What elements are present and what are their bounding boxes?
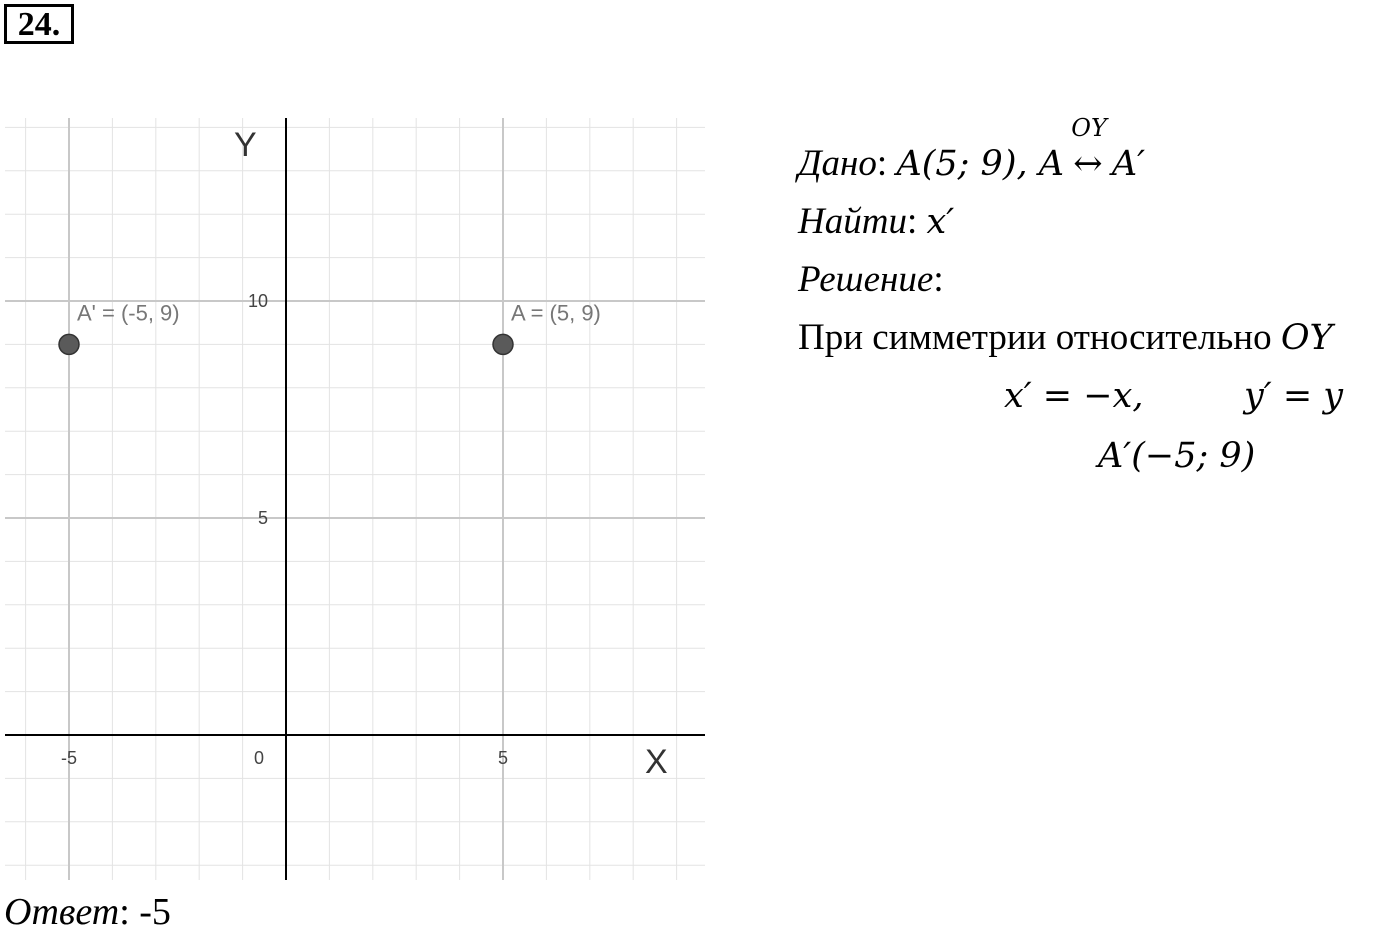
formula-y: y′ = y <box>1244 376 1344 416</box>
given-text: A(5; 9), A <box>896 144 1065 184</box>
answer-line: Ответ: -5 <box>4 891 171 933</box>
arrow-axis-label: OY <box>1071 114 1107 142</box>
minor-grid <box>5 118 705 880</box>
y-tick-label: 5 <box>257 508 268 528</box>
point-marker <box>493 334 513 354</box>
given-target: A′ <box>1111 144 1146 184</box>
rule-line <box>798 316 1333 359</box>
point-label: A = (5, 9) <box>511 300 601 326</box>
point-marker <box>59 334 79 354</box>
rule-axis: OY <box>1280 318 1333 358</box>
x-tick-label: -5 <box>60 748 78 768</box>
major-grid <box>5 118 705 880</box>
result-point: A′(−5; 9) <box>1098 436 1256 476</box>
find-value: x′ <box>926 202 955 242</box>
x-axis-label: X <box>645 743 668 781</box>
x-tick-label: 5 <box>497 748 509 768</box>
y-tick-label: 10 <box>247 291 268 311</box>
find-line: Найти: x′ <box>798 201 955 242</box>
rule-text: При симметрии относительно <box>798 317 1272 358</box>
task-number: 24. <box>4 4 74 44</box>
y-axis-label: Y <box>234 126 257 164</box>
solution-heading: Решение: <box>798 259 944 300</box>
tick-labels <box>61 291 508 768</box>
coordinate-plane <box>0 110 710 885</box>
origin-label: 0 <box>254 748 265 768</box>
find-label: Найти <box>798 201 907 242</box>
given-line: Дано: A(5; 9), A OY ↔ A′ <box>798 114 1146 184</box>
answer-value: -5 <box>139 891 171 933</box>
given-label: Дано <box>798 143 877 184</box>
formula-x: x′ = −x, <box>1004 376 1144 416</box>
points <box>59 300 601 354</box>
point-label: A' = (-5, 9) <box>77 300 180 326</box>
symmetry-arrow: OY ↔ <box>1071 114 1107 184</box>
answer-label: Ответ <box>4 891 120 933</box>
